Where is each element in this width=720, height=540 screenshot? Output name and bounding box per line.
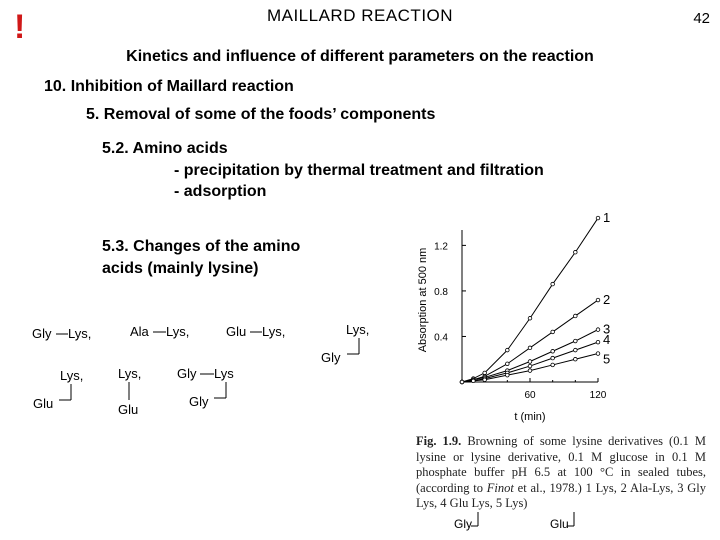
structure-lys-glu-a2: Glu [33, 396, 54, 411]
structure-glu-lys-a: Glu [226, 324, 247, 339]
x-tick-label: 120 [589, 390, 607, 401]
series-point-3 [551, 349, 555, 353]
browning-chart [410, 210, 720, 430]
structure-lys-glu-b2: Glu [118, 402, 139, 417]
bullet-precipitation: - precipitation by thermal treatment and filtration [174, 162, 544, 179]
caption-gly: Gly [454, 517, 472, 531]
series-point-5 [528, 369, 532, 373]
y-axis-label: Absorption at 500 nm [417, 247, 429, 353]
caption-rest: et al., 1978.) 1 Lys, 2 Ala-Lys, 3 Gly Lys, 4 Glu Lys, 5 Lys) [416, 480, 706, 510]
series-label-2: 2 [603, 292, 611, 308]
y-tick-label: 1.2 [434, 241, 448, 253]
series-point-2 [574, 314, 578, 318]
series-point-5 [506, 373, 510, 377]
lysine-derivative-structures [0, 312, 400, 422]
figure-caption [416, 434, 706, 512]
heading-removal: 5. Removal of some of the foods’ components [86, 106, 436, 123]
structure-glu-lys-b: Lys, [262, 324, 286, 339]
series-point-1 [574, 250, 578, 254]
slide-subtitle: Kinetics and influence of different parameters on the reaction [126, 48, 594, 65]
series-point-2 [596, 298, 600, 302]
caption-structures [440, 508, 620, 536]
caption-glu: Glu [550, 517, 569, 531]
structure-gly-lys-gly-1: Gly [177, 366, 197, 381]
structure-gly-lys-b: Lys, [68, 326, 92, 341]
bullet-adsorption: - adsorption [174, 183, 267, 200]
series-label-4: 4 [603, 332, 611, 348]
series-label-1: 1 [603, 210, 611, 226]
structure-ala-lys-a: Ala [130, 324, 149, 339]
x-axis-label: t (min) [514, 411, 546, 423]
series-point-2 [528, 346, 532, 350]
alert-mark: ! [14, 8, 26, 46]
series-label-5: 5 [603, 351, 611, 367]
series-point-2 [551, 330, 555, 334]
y-tick-label: 0.8 [434, 286, 448, 298]
series-point-3 [528, 360, 532, 364]
caption-text: Browning of some lysine derivatives (0.1 M lysine or lysine derivative, 0.1 M glucose in 0.1 M phosphate buffer pH 6.5 at 100 °C in sealed tubes, (according to [416, 434, 706, 495]
series-point-1 [528, 316, 532, 320]
series-point-4 [528, 364, 532, 368]
series-point-5 [460, 380, 464, 384]
slide-title: MAILLARD REACTION [266, 6, 454, 25]
series-point-1 [506, 348, 510, 352]
series-point-5 [574, 357, 578, 361]
series-point-3 [596, 328, 600, 332]
y-tick-label: 0.4 [434, 332, 448, 344]
heading-changes-amino-acids: 5.3. Changes of the amino acids (mainly lysine) [102, 238, 301, 277]
series-line-1 [462, 218, 598, 382]
series-point-5 [596, 352, 600, 356]
structure-gly-lys-gly-2: Lys [214, 366, 234, 381]
series-point-5 [483, 378, 487, 382]
structure-lys-gly-b: Gly [321, 350, 341, 365]
structure-lys-gly-a: Lys, [346, 322, 370, 337]
x-tick-label: 60 [524, 390, 536, 401]
structure-ala-lys-b: Lys, [166, 324, 190, 339]
structure-lys-glu-a1: Lys, [60, 368, 84, 383]
series-point-4 [574, 348, 578, 352]
series-label-3: 3 [603, 321, 611, 337]
series-point-4 [551, 356, 555, 360]
heading-inhibition: 10. Inhibition of Maillard reaction [44, 78, 294, 95]
heading-amino-acids: 5.2. Amino acids [102, 140, 228, 157]
series-point-4 [596, 340, 600, 344]
caption-fig-label: Fig. 1.9. [416, 434, 462, 448]
structure-lys-glu-b1: Lys, [118, 366, 142, 381]
series-point-5 [551, 363, 555, 367]
structure-gly-lys-gly-3: Gly [189, 394, 209, 409]
series-point-1 [596, 216, 600, 220]
series-point-5 [472, 379, 476, 383]
series-point-2 [506, 362, 510, 366]
series-point-3 [574, 339, 578, 343]
page-number: 42 [693, 10, 710, 27]
caption-author: Finot [486, 480, 514, 495]
structure-gly-lys-a: Gly [32, 326, 52, 341]
series-point-1 [551, 282, 555, 286]
